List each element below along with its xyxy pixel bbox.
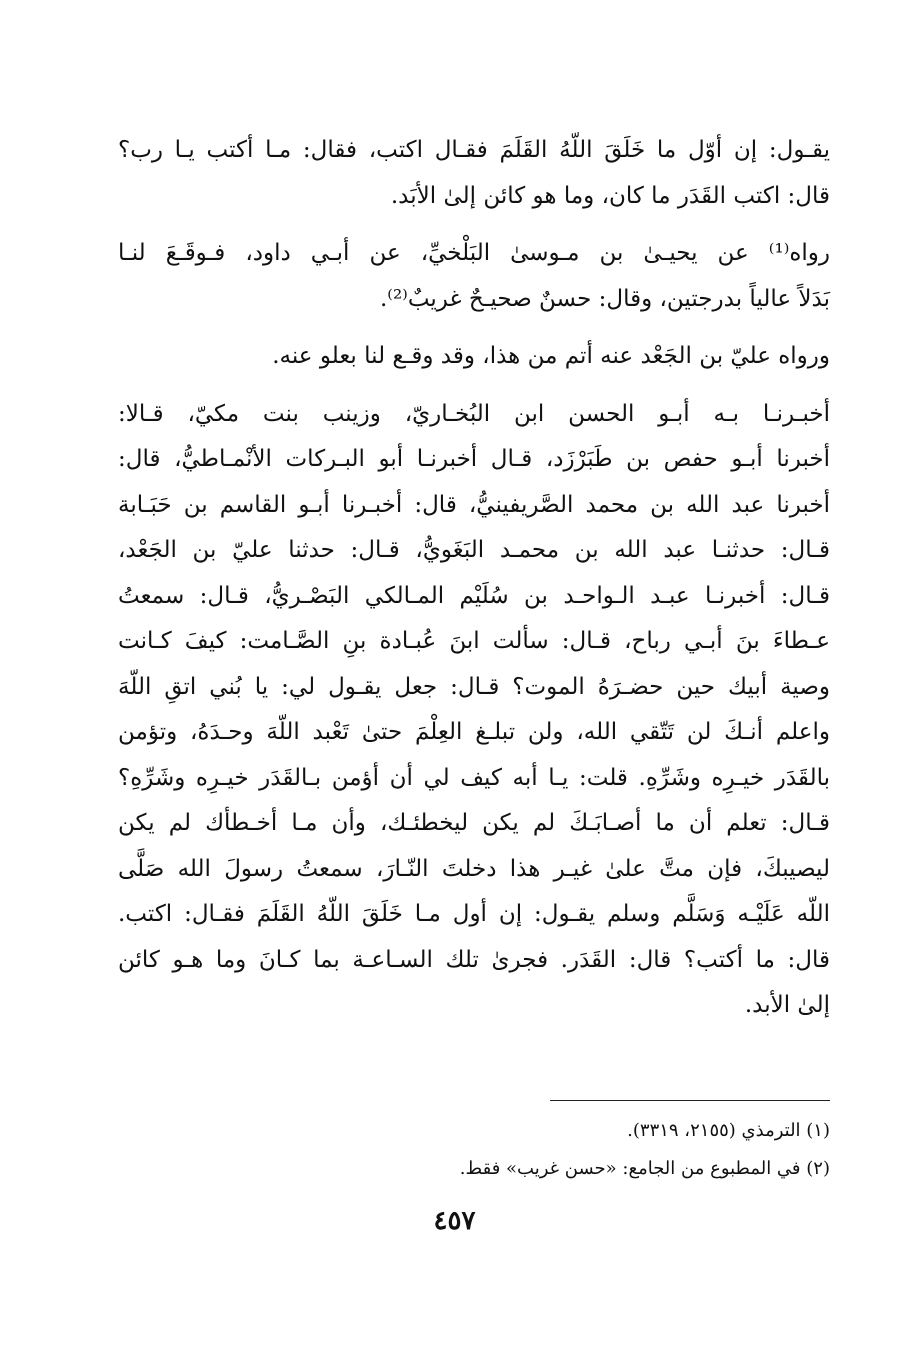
text-line: إلىٰ الأبد. <box>744 992 830 1018</box>
text-line: ورواه عليّ بن الجَعْد عنه أتم من هذا، وقد وقـع لنا بعلو عنه. <box>272 343 830 369</box>
text-line: قال: اكتب القَدَر ما كان، وما هو كائن إلىٰ الأبَد. <box>390 182 830 209</box>
text-line: قـال: أخبرنـا عبـد الـواحـد بن سُلَيْم المـالكي البَصْـريُّ، قـال: سمعتُ <box>118 582 830 609</box>
text-line: يقـول: إن أوّل ما خَلَقَ اللّهُ القَلَمَ فقـال اكتب، فقال: مـا أكتب يـا رب؟ <box>118 137 830 163</box>
text-line: أخبرنا أبـو حفص بن طَبَرْزَد، قـال أخبرنـا أبو البـركات الأنْمـاطيُّ، قال: <box>118 446 830 472</box>
text-line: رواه⁽¹⁾ عن يحيـىٰ بن مـوسىٰ البَلْخيِّ، عن أبـي داود، فـوقَـعَ لنـا <box>118 240 830 266</box>
text-line: أخبـرنـا بـه أبـو الحسن ابن البُخـاريّ، وزينب بنت مكيّ، قـالا: <box>118 400 830 427</box>
paragraph-3 <box>118 334 830 380</box>
text-line: أخبرنا عبد الله بن محمد الصَّريفينيُّ، قال: أخبـرنا أبـو القاسم بن حَبَـابة <box>118 491 830 518</box>
page-number: ٤٥٧ <box>433 1206 476 1236</box>
text-line: بالقَدَر خيـرِه وشَرِّهِ. قلت: يـا أبه كيف لي أن أؤمن بـالقَدَر خيـرِه وشَرِّهِ؟ <box>118 764 830 791</box>
paragraph-1 <box>118 128 830 219</box>
text-line: اللّه عَلَيْـه وَسَلَّم وسلم يقـول: إن أول مـا خَلَقَ اللّهُ القَلَمَ فقـال: اكتب. <box>118 901 830 927</box>
text-line: بَدَلاً عالياً بدرجتين، وقال: حسنٌ صحيـحٌ غريبٌ⁽²⁾. <box>379 285 830 312</box>
text-line: وصية أبيك حين حضـرَهُ الموت؟ قـال: جعل يقـول لي: يا بُني اتقِ اللّهَ <box>118 673 830 700</box>
footnote-separator <box>550 1100 830 1101</box>
footnote-1: (١) الترمذي (٢١٥٥، ٣٣١٩). <box>627 1120 830 1141</box>
footnotes <box>118 1112 830 1188</box>
text-line: عـطاءَ بنَ أبـي رباح، قـال: سألت ابنَ عُبـادة بنِ الصَّـامت: كيفَ كـانت <box>118 628 830 654</box>
paragraph-2 <box>118 231 830 322</box>
paragraph-4 <box>118 392 830 1029</box>
text-line: قـال: تعلم أن ما أصـابَـكَ لم يكن ليخطئـك، وأن مـا أخـطأك لم يكن <box>118 810 830 836</box>
text-line: ليصيبكَ، فإن متَّ علىٰ غيـر هذا دخلتَ النّـارَ، سمعتُ رسولَ الله صَلَّى <box>118 855 830 882</box>
text-line: قال: ما أكتب؟ قال: القَدَر. فجرىٰ تلك السـاعـة بما كـانَ وما هـو كائن <box>118 946 830 973</box>
text-line: واعلم أنـكَ لن تَتّقي الله، ولن تبلـغ العِلْمَ حتىٰ تَعْبد اللّهَ وحـدَهُ، وتؤمن <box>118 719 830 745</box>
footnote-2: (٢) في المطبوع من الجامع: «حسن غريب» فقط. <box>459 1158 830 1179</box>
main-text <box>118 128 830 1029</box>
text-line: قـال: حدثنـا عبد الله بن محمـد البَغَويُّ، قـال: حدثنا عليّ بن الجَعْد، <box>118 537 830 563</box>
